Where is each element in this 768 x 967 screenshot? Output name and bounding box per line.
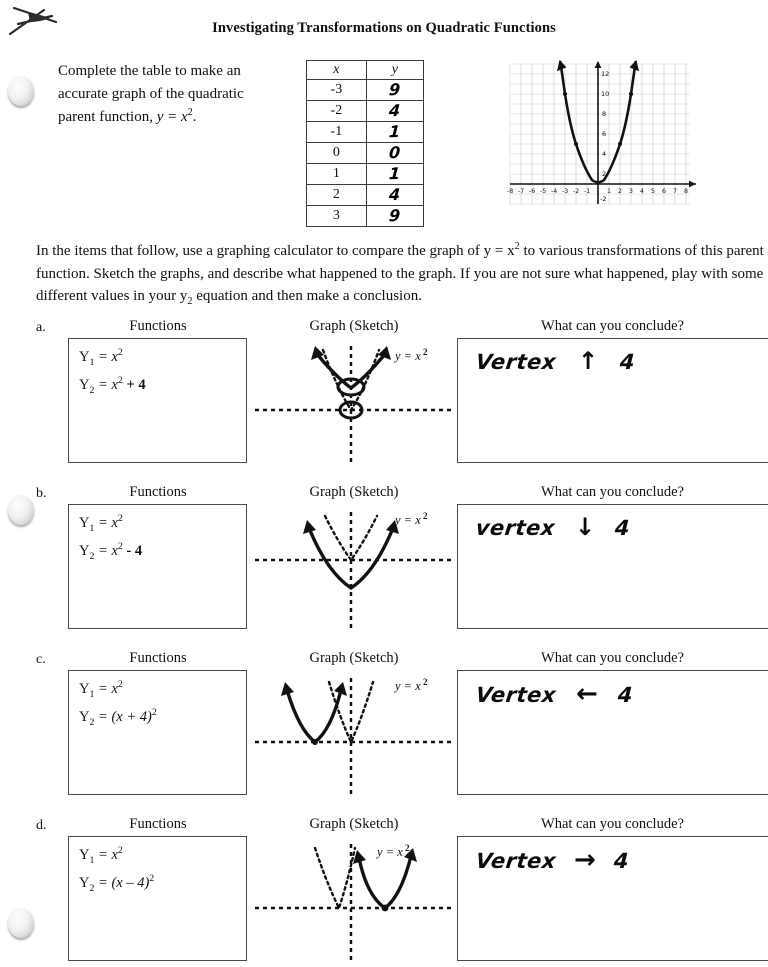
y2-exponent: 2 xyxy=(117,541,123,553)
svg-text:7: 7 xyxy=(673,188,677,195)
svg-text:y = x: y = x xyxy=(377,845,403,859)
paragraph-function: y = x xyxy=(483,243,515,259)
xy-value-table xyxy=(306,60,424,227)
column-header-functions: Functions xyxy=(129,318,187,334)
svg-text:2: 2 xyxy=(423,677,428,687)
y2-expression: = x xyxy=(94,543,118,559)
svg-text:-2: -2 xyxy=(573,188,580,195)
svg-text:8: 8 xyxy=(602,110,607,118)
table-cell-x: 2 xyxy=(307,185,367,206)
handwritten-conclusion xyxy=(474,513,632,541)
binder-hole-bottom xyxy=(8,908,34,938)
paragraph-line1-a: In the items that follow, use a graphing calculator to compare the graph of xyxy=(36,243,484,259)
y2-tail: - 4 xyxy=(122,543,143,559)
svg-text:-7: -7 xyxy=(518,188,525,195)
svg-text:-1: -1 xyxy=(584,188,591,195)
table-row xyxy=(307,80,424,101)
y1-label: Y xyxy=(79,847,90,863)
conclusion-box[interactable] xyxy=(457,670,768,795)
function-y2 xyxy=(79,709,157,726)
table-header-row xyxy=(307,61,424,80)
y2-expression: = x xyxy=(94,377,118,393)
svg-text:y = x: y = x xyxy=(395,349,421,363)
item-letter: a. xyxy=(36,320,46,335)
y1-subscript: 1 xyxy=(89,688,95,700)
y2-subscript: 2 xyxy=(89,384,95,396)
column-header-sketch: Graph (Sketch) xyxy=(309,650,399,666)
page-title: Investigating Transformations on Quadratic Functions xyxy=(212,20,556,36)
y1-label: Y xyxy=(79,515,90,531)
intro-line-1: Complete the table to make an xyxy=(58,63,241,79)
conclusion-value: 4 xyxy=(617,683,634,707)
svg-text:-8: -8 xyxy=(507,188,514,195)
handwritten-answer: 0 xyxy=(388,142,402,163)
y1-subscript: 1 xyxy=(89,522,95,534)
column-header-functions: Functions xyxy=(129,650,187,666)
y2-exponent: 2 xyxy=(149,873,155,885)
functions-box[interactable] xyxy=(68,504,247,629)
column-header-conclude: What can you conclude? xyxy=(541,650,684,666)
y1-label: Y xyxy=(79,681,90,697)
paragraph-line1-b: to various transformations of xyxy=(519,243,698,259)
table-cell-x: -2 xyxy=(307,101,367,122)
table-row xyxy=(307,143,424,164)
conclusion-word: vertex xyxy=(474,516,557,540)
y1-exponent: 2 xyxy=(117,347,123,359)
handwritten-conclusion xyxy=(474,845,631,875)
conclusion-word: Vertex xyxy=(474,849,558,873)
table-header-x: x xyxy=(307,61,367,80)
conclusion-word: Vertex xyxy=(474,350,558,374)
table-cell-y[interactable] xyxy=(366,143,423,164)
svg-text:4: 4 xyxy=(602,150,607,158)
y2-expression: = (x + 4) xyxy=(94,709,152,725)
y1-subscript: 1 xyxy=(89,356,95,368)
table-cell-x: 3 xyxy=(307,206,367,227)
sketch-graph-c[interactable] xyxy=(255,664,451,799)
table-row xyxy=(307,164,424,185)
function-y2 xyxy=(79,875,154,892)
y1-exponent: 2 xyxy=(117,845,123,857)
column-header-sketch: Graph (Sketch) xyxy=(309,816,399,832)
conclusion-box[interactable] xyxy=(457,338,768,463)
handwritten-answer: 1 xyxy=(388,121,402,142)
left-arrow-icon: ← xyxy=(575,679,599,709)
table-row xyxy=(307,122,424,143)
svg-text:2: 2 xyxy=(423,347,428,357)
parent-function-graph xyxy=(500,58,700,215)
column-header-conclude: What can you conclude? xyxy=(541,318,684,334)
conclusion-box[interactable] xyxy=(457,504,768,629)
functions-box[interactable] xyxy=(68,338,247,463)
y2-label: Y xyxy=(79,377,90,393)
table-cell-y[interactable] xyxy=(366,122,423,143)
function-y1 xyxy=(79,349,123,366)
sketch-graph-a[interactable] xyxy=(255,332,451,467)
y1-expression: = x xyxy=(94,349,118,365)
svg-text:2: 2 xyxy=(602,170,607,178)
handwritten-answer: 4 xyxy=(388,100,402,121)
conclusion-value: 4 xyxy=(614,516,631,540)
sketch-graph-b[interactable] xyxy=(255,498,451,633)
column-header-sketch: Graph (Sketch) xyxy=(309,484,399,500)
y1-expression: = x xyxy=(94,681,118,697)
svg-text:8: 8 xyxy=(684,188,688,195)
table-cell-x: 0 xyxy=(307,143,367,164)
up-arrow-icon: ↑ xyxy=(577,347,599,375)
table-row xyxy=(307,101,424,122)
handwritten-conclusion xyxy=(474,679,635,709)
y1-exponent: 2 xyxy=(117,513,123,525)
conclusion-word: Vertex xyxy=(474,683,558,707)
svg-text:y = x: y = x xyxy=(395,679,421,693)
column-header-sketch: Graph (Sketch) xyxy=(309,318,399,334)
y2-subscript: 2 xyxy=(89,882,95,894)
y1-exponent: 2 xyxy=(117,679,123,691)
intro-line-2: accurate graph of the quadratic xyxy=(58,86,244,102)
table-cell-y[interactable] xyxy=(366,185,423,206)
sketch-graph-d[interactable] xyxy=(255,830,451,965)
svg-text:12: 12 xyxy=(601,70,610,78)
down-arrow-icon: ↓ xyxy=(574,513,596,541)
paragraph-line3-a: happened, play with some different values in your y xyxy=(36,265,764,304)
handwritten-answer: 4 xyxy=(388,184,402,205)
intro-line-3: parent function, xyxy=(58,109,157,125)
conclusion-box[interactable] xyxy=(457,836,768,961)
y2-label: Y xyxy=(79,709,90,725)
svg-text:2: 2 xyxy=(618,188,622,195)
svg-text:1: 1 xyxy=(607,188,611,195)
y1-expression: = x xyxy=(94,515,118,531)
table-cell-y[interactable] xyxy=(366,101,423,122)
table-cell-y[interactable] xyxy=(366,206,423,227)
right-arrow-icon: → xyxy=(573,845,597,875)
binder-hole-middle xyxy=(8,495,34,525)
function-y1 xyxy=(79,515,123,532)
svg-text:2: 2 xyxy=(405,843,410,853)
y2-subscript: 2 xyxy=(89,550,95,562)
svg-text:-5: -5 xyxy=(540,188,547,195)
intro-period: . xyxy=(192,109,197,125)
paragraph-line3-b: equation and then make a conclusion. xyxy=(192,288,422,304)
column-header-conclude: What can you conclude? xyxy=(541,816,684,832)
table-cell-x: -1 xyxy=(307,122,367,143)
svg-text:2: 2 xyxy=(423,511,428,521)
item-letter: b. xyxy=(36,486,47,501)
svg-text:-3: -3 xyxy=(562,188,569,195)
y2-subscript: 2 xyxy=(89,716,95,728)
y2-expression: = (x – 4) xyxy=(94,875,150,891)
binder-hole-top xyxy=(8,76,34,106)
handwritten-answer: 1 xyxy=(388,163,402,184)
intro-exponent: 2 xyxy=(187,107,193,118)
svg-text:-2: -2 xyxy=(600,195,607,203)
paragraph-line2: this parent function. Sketch the graphs, and describe what happened to the graph. If you are not sure what xyxy=(36,243,764,282)
function-y2 xyxy=(79,377,146,394)
item-letter: c. xyxy=(36,652,46,667)
item-letter: d. xyxy=(36,818,47,833)
intro-prompt xyxy=(58,60,286,129)
y1-expression: = x xyxy=(94,847,118,863)
table-cell-x: 1 xyxy=(307,164,367,185)
svg-text:3: 3 xyxy=(629,188,633,195)
functions-box[interactable] xyxy=(68,836,247,961)
conclusion-value: 4 xyxy=(613,849,630,873)
column-header-conclude: What can you conclude? xyxy=(541,484,684,500)
y1-subscript: 1 xyxy=(89,854,95,866)
y2-exponent: 2 xyxy=(151,707,157,719)
instruction-paragraph xyxy=(36,240,768,308)
svg-text:5: 5 xyxy=(651,188,655,195)
conclusion-value: 4 xyxy=(619,350,637,374)
table-header-y: y xyxy=(366,61,423,80)
svg-text:-4: -4 xyxy=(551,188,558,195)
column-header-functions: Functions xyxy=(129,484,187,500)
svg-text:y = x: y = x xyxy=(395,513,421,527)
y1-label: Y xyxy=(79,349,90,365)
table-row xyxy=(307,206,424,227)
table-cell-y[interactable] xyxy=(366,80,423,101)
function-y1 xyxy=(79,681,123,698)
function-y1 xyxy=(79,847,123,864)
intro-parent-function: y = x xyxy=(156,109,188,125)
svg-text:6: 6 xyxy=(662,188,666,195)
column-header-functions: Functions xyxy=(129,816,187,832)
handwritten-answer: 9 xyxy=(388,79,402,100)
svg-text:-6: -6 xyxy=(529,188,536,195)
y2-label: Y xyxy=(79,875,90,891)
paragraph-subscript: 2 xyxy=(187,296,193,307)
y2-exponent: 2 xyxy=(117,375,123,387)
paragraph-exponent: 2 xyxy=(514,241,520,252)
svg-text:10: 10 xyxy=(601,90,610,98)
y2-label: Y xyxy=(79,543,90,559)
functions-box[interactable] xyxy=(68,670,247,795)
svg-text:4: 4 xyxy=(640,188,644,195)
y2-tail: + 4 xyxy=(122,377,146,393)
handwritten-answer: 9 xyxy=(388,205,402,226)
svg-text:6: 6 xyxy=(602,130,607,138)
function-y2 xyxy=(79,543,142,560)
table-cell-x: -3 xyxy=(307,80,367,101)
table-row xyxy=(307,185,424,206)
table-cell-y[interactable] xyxy=(366,164,423,185)
handwritten-conclusion xyxy=(474,347,637,375)
